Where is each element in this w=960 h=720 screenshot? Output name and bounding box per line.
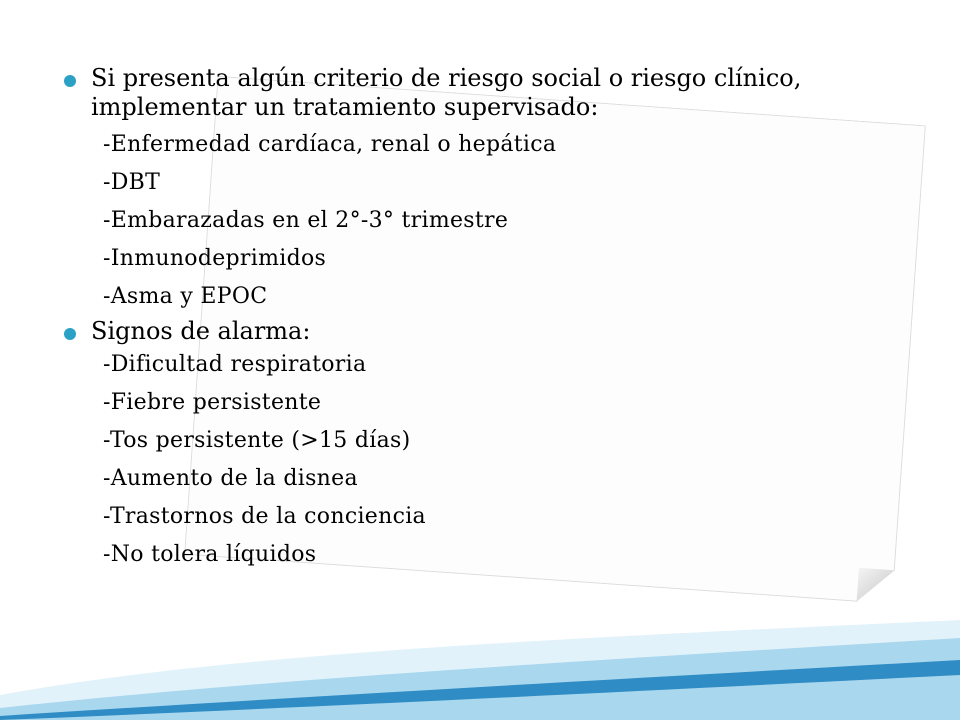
bullet-social-risk — [60, 64, 910, 316]
slide-content — [60, 64, 910, 574]
alarm-signs-list — [91, 346, 910, 574]
decorative-waves — [0, 600, 960, 720]
bullet-icon — [64, 75, 76, 87]
list-item: -DBT — [103, 170, 161, 195]
social-risk-list — [91, 126, 910, 316]
list-item: -Asma y EPOC — [103, 284, 268, 309]
bullet-icon — [64, 328, 76, 340]
bullet-heading-alarm-signs: Signos de alarma: — [91, 317, 311, 345]
list-item: -Trastornos de la conciencia — [103, 504, 426, 529]
list-item: -Dificultad respiratoria — [103, 352, 367, 377]
bullet-alarm-signs — [60, 317, 910, 574]
list-item: -Inmunodeprimidos — [103, 246, 327, 271]
list-item: -Tos persistente (>15 días) — [103, 428, 411, 453]
bullet-heading-social-risk: Si presenta algún criterio de riesgo social o riesgo clínico, implementar un tratamiento supervisado: — [91, 64, 802, 121]
list-item: -Fiebre persistente — [103, 390, 322, 415]
list-item: -Aumento de la disnea — [103, 466, 358, 491]
list-item: -Enfermedad cardíaca, renal o hepática — [103, 132, 557, 157]
list-item: -No tolera líquidos — [103, 542, 317, 567]
list-item: -Embarazadas en el 2°-3° trimestre — [103, 208, 509, 233]
